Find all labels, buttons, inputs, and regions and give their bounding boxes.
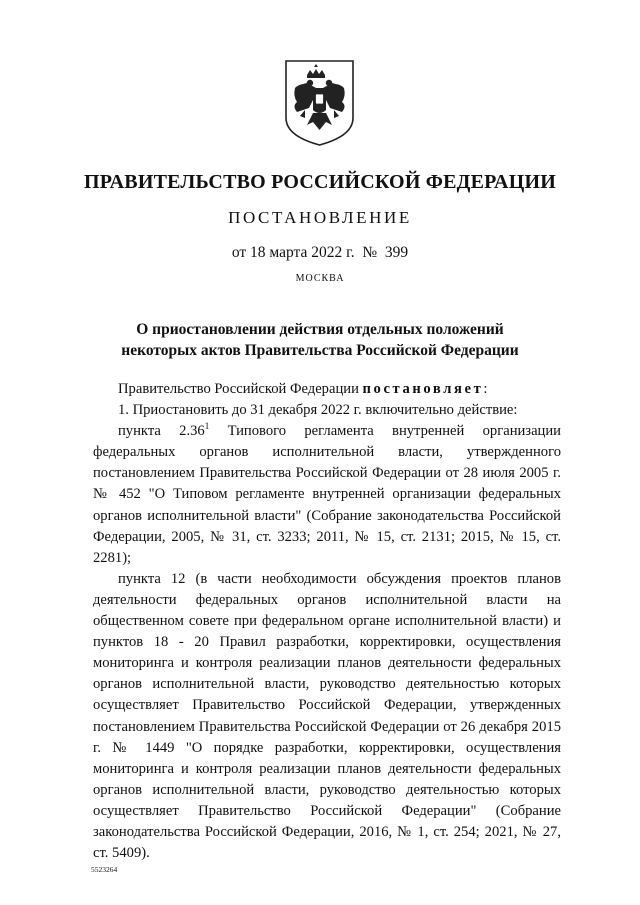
date-number-line: от 18 марта 2022 г. № 399 xyxy=(231,244,409,261)
intro-suffix: : xyxy=(483,381,488,397)
title-line-2: некоторых актов Правительства Российской Федерации xyxy=(121,342,519,359)
city: МОСКВА xyxy=(295,273,345,284)
document-title xyxy=(0,319,640,361)
document-number: 5523264 xyxy=(91,865,118,874)
title-line-1: О приостановлении действия отдельных положений xyxy=(136,321,504,338)
intro-decree-word: постановляет xyxy=(362,381,484,397)
clause-1-start: пункта 2.36 xyxy=(118,423,205,440)
coat-of-arms-icon xyxy=(283,58,356,148)
intro-prefix: Правительство Российской Федерации xyxy=(118,381,359,397)
item-1-paragraph: 1. Приостановить до 31 декабря 2022 г. включительно действие: xyxy=(118,402,518,419)
document-body xyxy=(93,379,561,864)
clause-paragraph-1 xyxy=(93,421,561,569)
clause-1-rest: Типового регламента внутренней организации федеральных органов исполнительной власти, утвержденного постановлением Правительства Российской Федерации от 28 июля 2005 г. № 452 "О Типовом регламенте внутренней организации федеральных органов исполнительной власти" (Собрание законодательства Российской Федерации, 2005, № 31, ст. 3233; 2011, № 15, ст. 2131; 2015, № 15, ст. 2281); xyxy=(93,423,561,566)
government-name: ПРАВИТЕЛЬСТВО РОССИЙСКОЙ ФЕДЕРАЦИИ xyxy=(84,171,556,193)
clause-paragraph-2: пункта 12 (в части необходимости обсуждения проектов планов деятельности федеральных органов исполнительной власти на общественном совете при федеральном органе исполнительной власти) и пунктов 18 - 20 Правил разработки, корректировки, осуществления мониторинга и контроля реализации планов деятельности федеральных органов исполнительной власти, руководство деятельностью которых осуществляет Правительство Российской Федерации, утвержденных постановлением Правительства Российской Федерации от 26 декабря 2015 г. № 1449 "О порядке разработки, корректировки, осуществления мониторинга и контроля реализации планов деятельности федеральных органов исполнительной власти, руководство деятельностью которых осуществляет Правительство Российской Федерации" (Собрание законодательства Российской Федерации, 2016, № 1, ст. 254; 2021, № 27, ст. 5409). xyxy=(93,570,561,862)
clause-1-superscript: 1 xyxy=(204,421,210,432)
intro-paragraph xyxy=(93,379,561,400)
document-type: ПОСТАНОВЛЕНИЕ xyxy=(228,208,412,227)
